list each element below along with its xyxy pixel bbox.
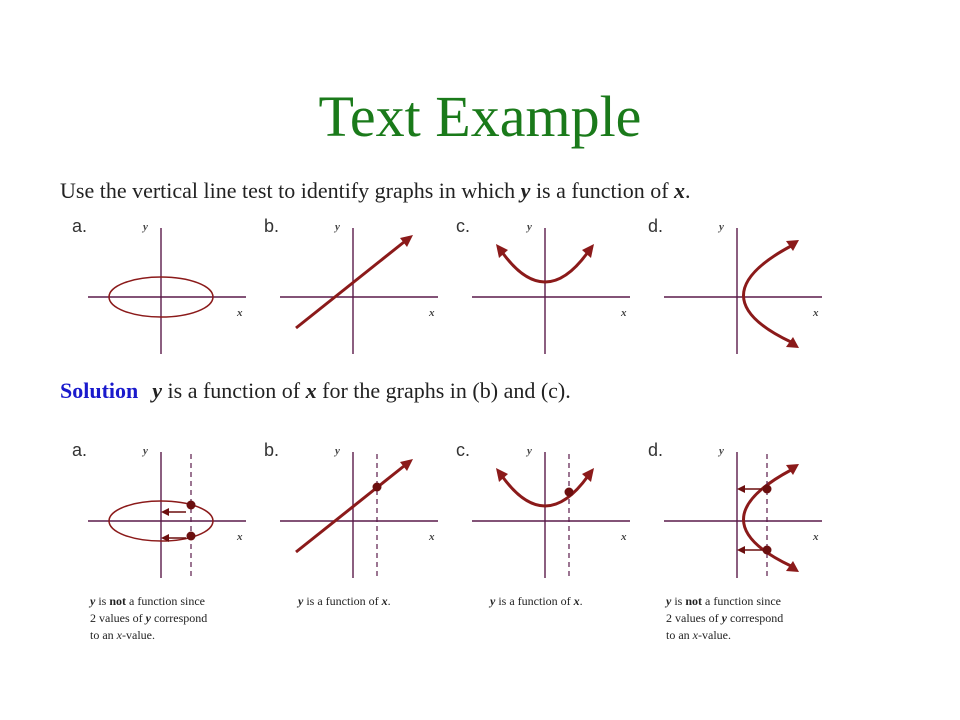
caption-line — [90, 627, 207, 644]
solution-y: y — [152, 378, 163, 403]
y-axis-label: y — [335, 445, 340, 457]
graph-c-bottom — [444, 440, 634, 585]
x-axis-label: x — [621, 531, 627, 543]
caption-part: correspond — [726, 611, 784, 625]
caption-part: -value. — [698, 628, 731, 642]
arrow-head — [786, 337, 799, 348]
x-axis-label: x — [813, 531, 819, 543]
caption-part: 2 values of — [666, 611, 722, 625]
graph-panel-a-top — [60, 216, 250, 366]
caption-x: x — [381, 594, 388, 608]
line-curve — [296, 242, 404, 328]
caption-b — [298, 593, 391, 610]
graph-c-top — [444, 216, 634, 361]
caption-line — [90, 610, 207, 627]
x-axis-label: x — [429, 307, 435, 319]
graph-panel-d-top — [636, 216, 826, 366]
intro-part: is a function of — [530, 178, 675, 203]
panel-letter: d. — [648, 440, 664, 460]
x-axis-label: x — [237, 531, 243, 543]
caption-a — [90, 593, 207, 644]
caption-part: correspond — [150, 611, 208, 625]
arrow-head — [161, 508, 169, 516]
caption-y: y — [298, 594, 304, 608]
graph-a-bottom — [60, 440, 250, 585]
solution-part: is a function of — [162, 378, 306, 403]
y-axis-label: y — [719, 445, 724, 457]
arrow-head — [737, 485, 745, 493]
graph-b-bottom — [252, 440, 442, 585]
caption-line — [90, 593, 207, 610]
caption-part: to an — [666, 628, 693, 642]
caption-part: . — [387, 594, 391, 608]
caption-part: to an — [90, 628, 117, 642]
y-axis-label: y — [143, 221, 148, 233]
graph-panel-c-bottom — [444, 440, 634, 590]
x-axis-label: x — [813, 307, 819, 319]
panel-letter: c. — [456, 440, 471, 460]
intersection-point — [187, 501, 196, 510]
intro-text — [60, 178, 691, 204]
graph-a-top — [60, 216, 250, 361]
caption-d — [666, 593, 783, 644]
arrow-head — [786, 561, 799, 572]
caption-part: is a function of — [495, 594, 574, 608]
caption-y: y — [666, 594, 672, 608]
line-curve — [296, 466, 404, 552]
graph-d-bottom — [636, 440, 826, 585]
caption-not: not — [685, 594, 703, 608]
caption-line — [666, 610, 783, 627]
intro-part: Use the vertical line test to identify graphs in which — [60, 178, 521, 203]
graph-panel-b-bottom — [252, 440, 442, 590]
caption-part: -value. — [122, 628, 155, 642]
solution-part: for the graphs in (b) and (c). — [316, 378, 571, 403]
panel-letter: d. — [648, 216, 664, 236]
caption-not: not — [109, 594, 127, 608]
graph-panel-a-bottom — [60, 440, 250, 590]
caption-y: y — [90, 594, 96, 608]
x-axis-label: x — [621, 307, 627, 319]
caption-part: is — [671, 594, 686, 608]
caption-line — [666, 593, 783, 610]
panel-letter: a. — [72, 216, 88, 236]
x-axis-label: x — [429, 531, 435, 543]
y-axis-label: y — [527, 221, 532, 233]
y-axis-label: y — [143, 445, 148, 457]
caption-y: y — [145, 611, 151, 625]
intro-x: x — [674, 178, 686, 203]
solution-label: Solution — [60, 378, 139, 403]
y-axis-label: y — [335, 221, 340, 233]
intro-y: y — [520, 178, 531, 203]
graph-panel-b-top — [252, 216, 442, 366]
caption-c — [490, 593, 583, 610]
solution-text — [60, 378, 571, 404]
intersection-point — [763, 485, 772, 494]
panel-letter: b. — [264, 216, 280, 236]
y-axis-label: y — [527, 445, 532, 457]
graph-panel-c-top — [444, 216, 634, 366]
caption-part: is a function of — [303, 594, 382, 608]
panel-letter: b. — [264, 440, 280, 460]
caption-part: a function since — [702, 594, 781, 608]
sideways-parabola-curve — [744, 246, 792, 342]
caption-part: 2 values of — [90, 611, 146, 625]
caption-x: x — [116, 628, 122, 642]
graph-d-top — [636, 216, 826, 361]
graph-panel-d-bottom — [636, 440, 826, 590]
caption-part: . — [579, 594, 583, 608]
caption-line — [666, 627, 783, 644]
page-title: Text Example — [318, 84, 642, 149]
intersection-point — [763, 546, 772, 555]
caption-y: y — [490, 594, 496, 608]
panel-letter: c. — [456, 216, 471, 236]
arrow-head — [737, 546, 745, 554]
intersection-point — [373, 483, 382, 492]
panel-letter: a. — [72, 440, 88, 460]
x-axis-label: x — [237, 307, 243, 319]
caption-x: x — [692, 628, 698, 642]
caption-y: y — [721, 611, 727, 625]
intersection-point — [187, 532, 196, 541]
intersection-point — [565, 488, 574, 497]
caption-x: x — [573, 594, 580, 608]
y-axis-label: y — [719, 221, 724, 233]
intro-part: . — [685, 178, 691, 203]
solution-x: x — [305, 378, 317, 403]
graph-b-top — [252, 216, 442, 361]
caption-part: a function since — [126, 594, 205, 608]
caption-part: is — [95, 594, 110, 608]
